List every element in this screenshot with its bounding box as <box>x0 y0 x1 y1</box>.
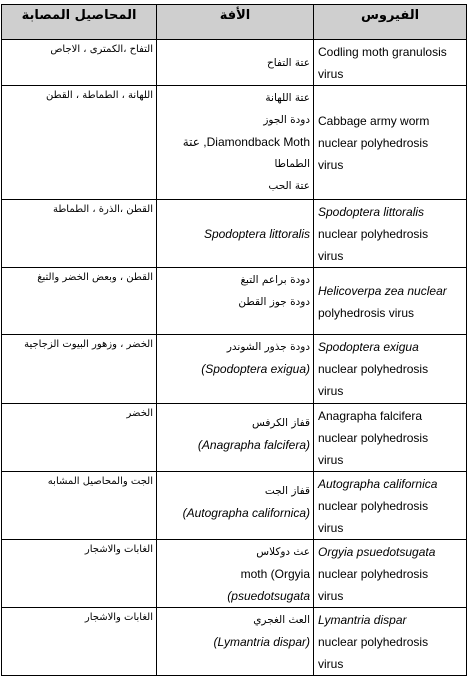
pest-line: قفاز الجت <box>264 485 310 497</box>
pest-line: عتة الحب <box>268 180 310 192</box>
crops-cell: القطن ،الذرة ، الطماطة <box>2 200 157 268</box>
table-row <box>2 86 467 200</box>
virus-line: Helicoverpa zea nuclear <box>318 283 447 298</box>
virus-cell <box>314 86 467 200</box>
virus-line: virus <box>318 657 344 671</box>
virus-line: virus <box>318 453 344 467</box>
virus-line: Cabbage army worm <box>318 114 430 128</box>
pest-line: Spodoptera littoralis <box>203 227 310 241</box>
virus-cell <box>314 404 467 472</box>
virus-cell <box>314 40 467 86</box>
table-row <box>2 540 467 608</box>
virus-line: virus <box>318 67 344 81</box>
pest-cell <box>157 540 314 608</box>
virus-line: Lymantria dispar <box>318 613 407 627</box>
table-row <box>2 608 467 676</box>
virus-line: nuclear polyhedrosis <box>318 499 429 513</box>
virus-cell <box>314 335 467 404</box>
table-row <box>2 40 467 86</box>
table-row <box>2 472 467 540</box>
virus-line: Codling moth granulosis <box>318 45 447 59</box>
pest-cell <box>157 268 314 335</box>
virus-line: virus <box>318 158 344 172</box>
pest-cell <box>157 86 314 200</box>
virus-line: virus <box>318 589 344 603</box>
pest-line: (Lymantria dispar) <box>213 635 310 649</box>
pest-cell <box>157 472 314 540</box>
virus-line: Anagrapha falcifera <box>318 409 423 423</box>
pest-line: عث دوكلاس <box>256 546 310 558</box>
pest-cell <box>157 404 314 472</box>
virus-line: virus <box>318 249 344 263</box>
pest-line: Diamondback Moth, عتة <box>182 135 310 149</box>
virus-line: virus <box>318 384 344 398</box>
table-row <box>2 268 467 335</box>
virus-line: nuclear polyhedrosis <box>318 136 429 150</box>
pest-line: (Anagrapha falcifera) <box>197 438 310 452</box>
pest-line <box>160 563 310 585</box>
crops-cell: التفاح ،الكمترى ، الاجاص <box>2 40 157 86</box>
table-row <box>2 200 467 268</box>
virus-cell <box>314 540 467 608</box>
pest-line-text: moth (Orgyia <box>240 567 310 581</box>
pest-line: دودة جوز القطن <box>238 296 310 308</box>
crops-cell: الخضر <box>2 404 157 472</box>
pest-line: الطماطا <box>274 158 310 170</box>
virus-line: Orgyia psuedotsugata <box>318 545 436 559</box>
virus-line: Autographa californica <box>318 477 438 491</box>
header-pest: الأفة <box>157 5 314 40</box>
virus-line: nuclear polyhedrosis <box>318 567 429 581</box>
crops-cell: الجت والمحاصيل المشابه <box>2 472 157 540</box>
pest-line: دودة الجوز <box>263 114 310 126</box>
virus-line: nuclear polyhedrosis <box>318 227 429 241</box>
pest-cell <box>157 200 314 268</box>
header-virus: الفيروس <box>314 5 467 40</box>
pest-line: دودة براعم التبغ <box>240 274 310 286</box>
table-row <box>2 335 467 404</box>
crops-cell: الغابات والاشجار <box>2 608 157 676</box>
virus-line: nuclear polyhedrosis <box>318 635 429 649</box>
virus-line: polyhedrosis virus <box>318 305 415 320</box>
pest-line: عتة التفاح <box>267 57 310 69</box>
virus-table <box>1 4 467 676</box>
virus-line: virus <box>318 521 344 535</box>
header-crops: المحاصيل المصابة <box>2 5 157 40</box>
pest-cell <box>157 335 314 404</box>
pest-cell <box>157 608 314 676</box>
pest-line: (Spodoptera exigua) <box>201 362 310 376</box>
crops-cell: القطن ، وبعض الخضر والتبغ <box>2 268 157 335</box>
crops-cell: اللهانة ، الطماطة ، القطن <box>2 86 157 200</box>
crops-cell: الغابات والاشجار <box>2 540 157 608</box>
pest-cell <box>157 40 314 86</box>
virus-cell <box>314 268 467 335</box>
pest-line: psuedotsugata) <box>227 589 310 603</box>
virus-cell <box>314 472 467 540</box>
virus-line: nuclear polyhedrosis <box>318 362 429 376</box>
crops-cell: الخضر ، وزهور البيوت الزجاجية <box>2 335 157 404</box>
pest-line: (Autographa californica) <box>182 506 310 520</box>
virus-line: Spodoptera littoralis <box>318 205 425 219</box>
virus-line: nuclear polyhedrosis <box>318 431 429 445</box>
table-header-row <box>2 5 467 40</box>
pest-line: دودة جذور الشوندر <box>226 341 310 353</box>
virus-cell <box>314 608 467 676</box>
virus-cell <box>314 200 467 268</box>
pest-line: العث الغجري <box>253 614 310 626</box>
table-row <box>2 404 467 472</box>
pest-line: عتة اللهانة <box>265 92 310 104</box>
virus-line: Spodoptera exigua <box>318 340 419 354</box>
pest-line: قفاز الكرفس <box>251 417 310 429</box>
